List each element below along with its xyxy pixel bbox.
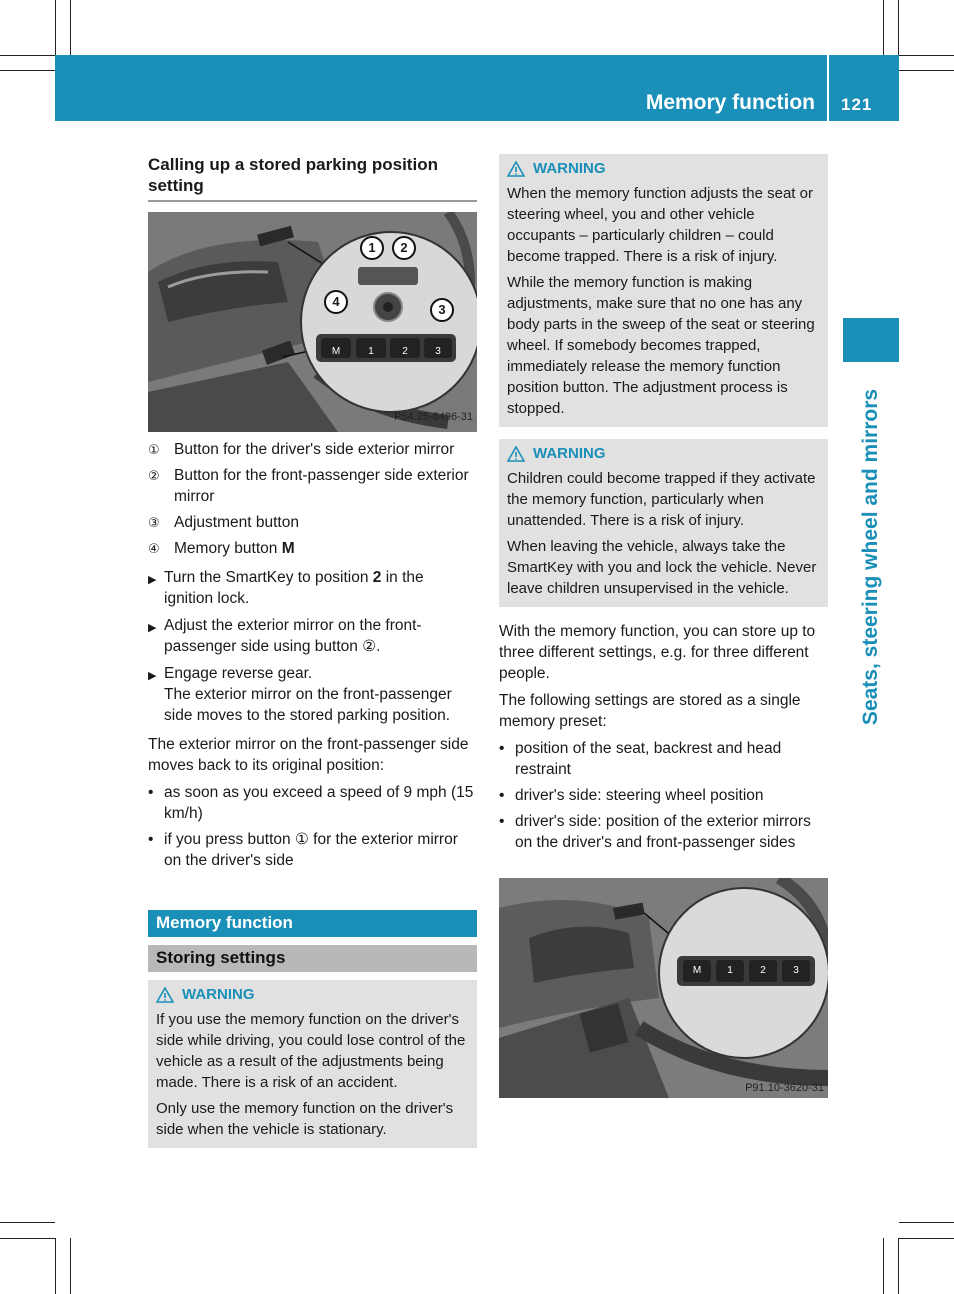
subsection-title-bar: Storing settings (148, 945, 477, 972)
warning-text: If you use the memory function on the driver's side while driving, you could lose control of the vehicle as a result of the adjustments being made. There is a risk of an accident. (156, 1011, 466, 1091)
instruction-steps (148, 567, 477, 726)
crop-mark (899, 55, 954, 56)
warning-box (148, 980, 477, 1148)
instruction-step: ▶ Turn the SmartKey to position 2 in the ignition lock. (148, 569, 424, 607)
step-arrow-icon: ▶ (148, 574, 157, 586)
chapter-tab (843, 318, 899, 362)
instruction-step: ▶ Engage reverse gear. The exterior mirror on the front-passenger side moves to the stored parking position. (148, 665, 452, 724)
door-panel-figure (148, 212, 477, 432)
warning-heading: WARNING (507, 443, 820, 464)
position-2-label: 2 (760, 965, 766, 976)
warning-box (499, 439, 828, 607)
callout-4: 4 (324, 290, 348, 314)
crop-mark (883, 1238, 884, 1294)
crop-mark (883, 0, 884, 55)
figure-code: P54.25-8496-31 (394, 411, 473, 423)
crop-mark (55, 0, 56, 55)
step-arrow-icon: ▶ (148, 622, 157, 634)
callout-3: 3 (430, 298, 454, 322)
paragraph: With the memory function, you can store up to three different settings, e.g. for three different people. (499, 623, 816, 682)
memory-buttons-illustration (499, 878, 828, 1098)
crop-mark (898, 0, 899, 55)
callout-1: 1 (360, 236, 384, 260)
crop-mark (0, 1222, 55, 1223)
paragraph: The exterior mirror on the front-passenger side moves back to its original position: (148, 736, 469, 774)
legend-item: ③ Adjustment button (148, 514, 299, 531)
figure-code: P91.10-3620-31 (745, 1082, 824, 1094)
crop-mark (899, 70, 954, 71)
bullet-item: • as soon as you exceed a speed of 9 mph (15 km/h) (148, 784, 474, 822)
position-1-label: 1 (727, 965, 733, 976)
crop-mark (55, 1238, 56, 1294)
warning-text: While the memory function is making adjustments, make sure that no one has any body parts in the sweep of the seat or steering wheel. If somebody becomes trapped, immediately release the memory function position button. The adjustment process is stopped. (507, 274, 815, 417)
memory-button-label: M (692, 965, 702, 976)
header-divider (827, 55, 829, 121)
warning-box (499, 154, 828, 427)
bullet-item: • if you press button ① for the exterior mirror on the driver's side (148, 831, 458, 869)
legend-item: ① Button for the driver's side exterior mirror (148, 441, 455, 458)
memory-button-label: M (331, 346, 341, 357)
legend-item: ④ Memory button M (148, 540, 295, 557)
paragraph: The following settings are stored as a single memory preset: (499, 692, 801, 730)
memory-section (148, 910, 477, 1148)
position-1-label: 1 (368, 346, 374, 357)
crop-mark (70, 1238, 71, 1294)
crop-mark (0, 55, 55, 56)
section-heading: Calling up a stored parking position setting (148, 155, 438, 195)
position-3-label: 3 (793, 965, 799, 976)
header-title: Memory function (645, 91, 815, 114)
section-title-bar: Memory function (148, 910, 477, 937)
figure-legend (148, 439, 477, 559)
crop-mark (70, 0, 71, 55)
position-3-label: 3 (435, 346, 441, 357)
warning-triangle-icon (507, 446, 525, 462)
memory-buttons-figure (499, 878, 828, 1098)
warning-text: When the memory function adjusts the seat or steering wheel, you and other vehicle occupants – particularly children – could become trapped. There is a risk of injury. (507, 185, 813, 265)
warning-triangle-icon (156, 987, 174, 1003)
callout-2: 2 (392, 236, 416, 260)
instruction-step: ▶ Adjust the exterior mirror on the front-passenger side using button ②. (148, 617, 422, 655)
chapter-title: Seats, steering wheel and mirrors (859, 388, 882, 726)
crop-mark (0, 70, 55, 71)
right-column (499, 154, 828, 858)
crop-mark (899, 1238, 954, 1239)
page-number: 121 (841, 95, 873, 114)
crop-mark (899, 1222, 954, 1223)
heading-rule (148, 200, 477, 202)
position-2-label: 2 (402, 346, 408, 357)
warning-text: Only use the memory function on the driver's side when the vehicle is stationary. (156, 1100, 454, 1138)
warning-text: When leaving the vehicle, always take the SmartKey with you and lock the vehicle. Never leave children unsupervised in the vehicle. (507, 538, 817, 597)
legend-item: ② Button for the front-passenger side exterior mirror (148, 467, 469, 505)
step-arrow-icon: ▶ (148, 670, 157, 682)
page-header (55, 55, 899, 121)
bullet-item: • driver's side: steering wheel position (499, 787, 764, 804)
crop-mark (898, 1238, 899, 1294)
crop-mark (0, 1238, 55, 1239)
left-column (148, 154, 477, 876)
door-panel-illustration (148, 212, 477, 432)
warning-triangle-icon (507, 161, 525, 177)
warning-text: Children could become trapped if they activate the memory function, particularly when unattended. There is a risk of injury. (507, 470, 816, 529)
warning-heading: WARNING (507, 158, 820, 179)
warning-heading: WARNING (156, 984, 469, 1005)
bullet-item: • position of the seat, backrest and head restraint (499, 740, 782, 778)
bullet-item: • driver's side: position of the exterior mirrors on the driver's and front-passenger sides (499, 813, 811, 851)
